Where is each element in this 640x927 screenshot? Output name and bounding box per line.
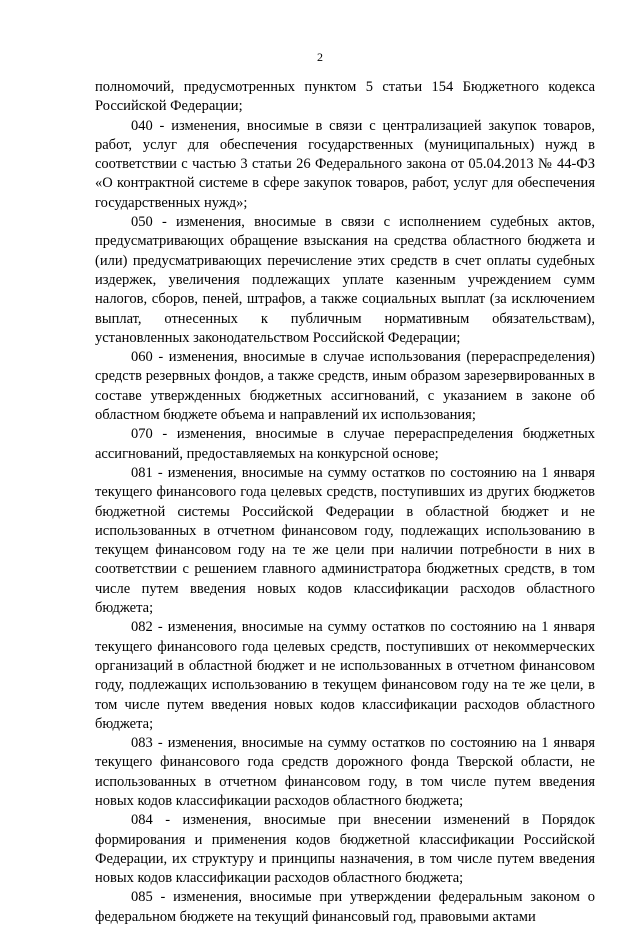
paragraph-085: 085 - изменения, вносимые при утверждении федеральным законом о федеральном бюджете на текущий финансовый год, правовыми актами xyxy=(95,889,595,925)
paragraph-083: 083 - изменения, вносимые на сумму остатков по состоянию на 1 января текущего финансового года средств дорожного фонда Тверской области, не использованных в отчетном финансовом году, в том числе путем введения новых кодов классификации расходов областного бюджета; xyxy=(95,735,595,809)
paragraph-084: 084 - изменения, вносимые при внесении изменений в Порядок формирования и применения кодов бюджетной классификации Российской Федерации, их структуру и принципы назначения, в том числе путем введения новых кодов классификации расходов областного бюджета; xyxy=(95,812,595,887)
paragraph-082: 082 - изменения, вносимые на сумму остатков по состоянию на 1 января текущего финансового года целевых средств, поступивших от некоммерческих организаций в областной бюджет и не использованных в отчетном финансовом году, подлежащих использованию в текущем финансовом году на те же цели, в том числе путем введения новых кодов классификации расходов областного бюджета; xyxy=(95,619,595,732)
paragraph-070: 070 - изменения, вносимые в случае перераспределения бюджетных ассигнований, предоставляемых на конкурсной основе; xyxy=(95,426,595,462)
document-body xyxy=(95,78,595,927)
page-number: 2 xyxy=(317,50,323,64)
paragraph-continuation: полномочий, предусмотренных пунктом 5 статьи 154 Бюджетного кодекса Российской Федерации; xyxy=(95,79,595,115)
paragraph-050: 050 - изменения, вносимые в связи с исполнением судебных актов, предусматривающих обращение взыскания на средства областного бюджета и (или) предусматривающих перечисление этих средств в счет оплаты судебных издержек, увеличения подлежащих уплате казенным учреждением сумм налогов, сборов, пеней, штрафов, а также социальных выплат (за исключением выплат, отнесенных к публичным нормативным обязательствам), установленных законодательством Российской Федерации; xyxy=(95,214,595,346)
paragraph-060: 060 - изменения, вносимые в случае использования (перераспределения) средств резервных фондов, а также средств, иным образом зарезервированных в составе утвержденных бюджетных ассигнований, с указанием в законе об областном бюджете объема и направлений их использования; xyxy=(95,349,595,424)
paragraph-040: 040 - изменения, вносимые в связи с централизацией закупок товаров, работ, услуг для обеспечения государственных (муниципальных) нужд в соответствии с частью 3 статьи 26 Федерального закона от 05.04.2013 № 44-ФЗ «О контрактной системе в сфере закупок товаров, работ, услуг для обеспечения государственных нужд»; xyxy=(95,117,595,211)
paragraph-081: 081 - изменения, вносимые на сумму остатков по состоянию на 1 января текущего финансового года целевых средств, поступивших из других бюджетов бюджетной системы Российской Федерации в областной бюджет и не использованных в отчетном финансовом году, подлежащих использованию в текущем финансовом году на те же цели при наличии потребности в них в соответствии с решением главного администратора бюджетных средств, в том числе путем введения новых кодов классификации расходов областного бюджета; xyxy=(95,464,595,617)
